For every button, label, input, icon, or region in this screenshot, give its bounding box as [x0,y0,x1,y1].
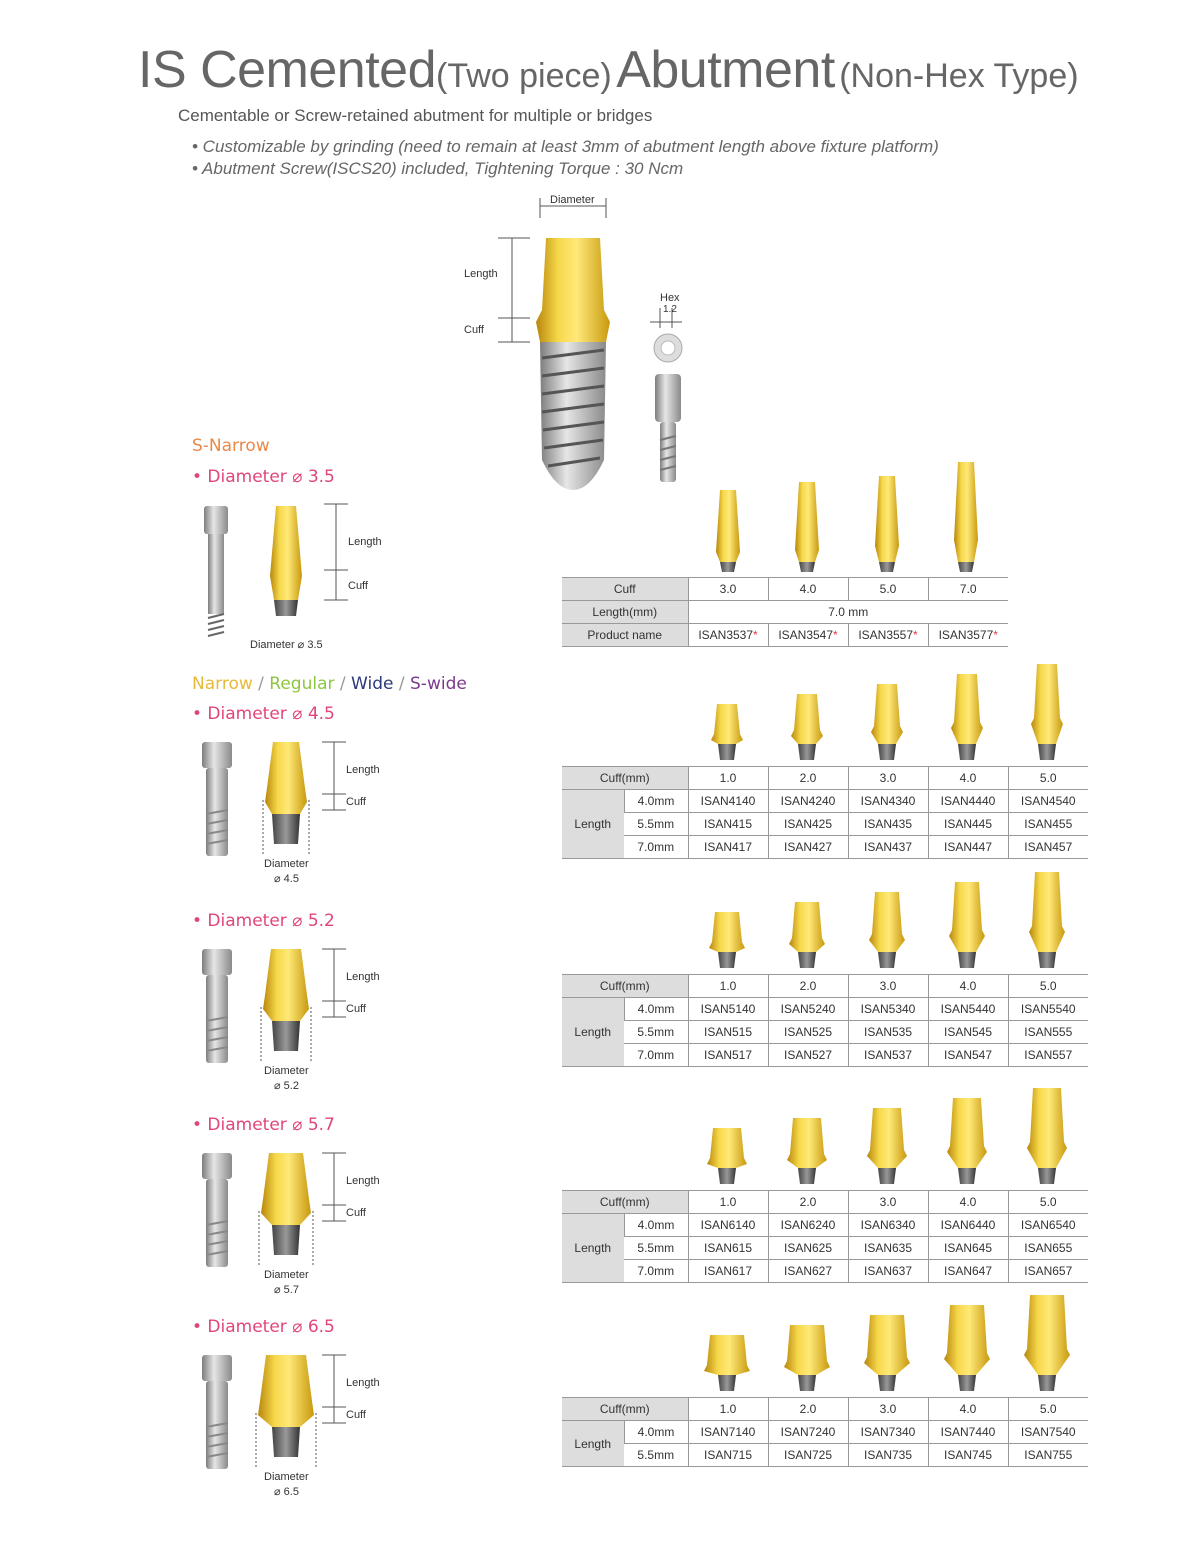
cuff-value: 5.0 [848,578,928,601]
product-code: ISAN647 [928,1260,1008,1283]
product-image-isan3537 [716,490,740,572]
product-code: ISAN7440 [928,1421,1008,1444]
product-table [562,974,1088,1067]
table-row [562,813,1088,836]
product-image [871,684,903,760]
diameter-heading-3-5: • Diameter ⌀ 3.5 [192,467,335,487]
product-code: ISAN7140 [688,1421,768,1444]
cuff-value: 4.0 [928,1191,1008,1214]
product-image [709,912,745,968]
table-row [562,790,1088,813]
product-code: ISAN625 [768,1237,848,1260]
product-code: ISAN3537 [698,628,754,642]
s-narrow-products-row [690,460,1010,575]
length-value: 4.0mm [624,1214,688,1237]
table-row [562,836,1088,859]
cuff-value: 5.0 [1008,1398,1088,1421]
product-code: ISAN4440 [928,790,1008,813]
table-row [562,1191,1088,1214]
product-image [864,1315,910,1391]
product-image [1031,664,1063,760]
product-code: ISAN557 [1008,1044,1088,1067]
product-code: ISAN5440 [928,998,1008,1021]
product-image [947,1098,987,1184]
length-cuff-dimension [498,238,530,342]
section-products-row [688,658,1088,768]
group-wide: Wide [351,674,394,694]
product-code: ISAN455 [1008,813,1088,836]
section-diameter-label: Diameter [264,1471,309,1483]
main-abutment-diagram [460,190,720,500]
cuff-value: 4.0 [928,1398,1008,1421]
product-image [704,1335,750,1391]
separator: / [334,674,352,694]
product-image [1027,1088,1067,1184]
product-code: ISAN3557 [858,628,914,642]
product-code: ISAN427 [768,836,848,859]
section-diameter-label: Diameter [264,1269,309,1281]
product-code: ISAN7540 [1008,1421,1088,1444]
product-code: ISAN457 [1008,836,1088,859]
diameter-heading: • Diameter ⌀ 5.2 [192,911,335,931]
product-code: ISAN425 [768,813,848,836]
product-code: ISAN715 [688,1444,768,1467]
product-code: ISAN645 [928,1237,1008,1260]
product-code: ISAN535 [848,1021,928,1044]
product-code: ISAN6340 [848,1214,928,1237]
product-code: ISAN735 [848,1444,928,1467]
asterisk-mark: * [833,628,838,642]
product-image [711,704,743,760]
cuff-header: Cuff(mm) [562,975,688,998]
table-row [562,1237,1088,1260]
table-row [562,1398,1088,1421]
product-image-isan3577 [954,462,978,572]
length-value: 4.0mm [624,1421,688,1444]
product-code: ISAN517 [688,1044,768,1067]
cuff-value: 4.0 [928,975,1008,998]
asterisk-mark: * [913,628,918,642]
product-code: ISAN415 [688,813,768,836]
group-narrow: Narrow [192,674,253,694]
section-diameter-value: ⌀ 5.7 [274,1284,299,1296]
product-code: ISAN615 [688,1237,768,1260]
diagram-hex-value: 1.2 [663,304,677,315]
product-image-isan3557 [875,476,899,572]
length-value: 5.5mm [624,813,688,836]
product-image [869,892,905,968]
product-image [951,674,983,760]
s-narrow-table [562,577,1008,647]
table-row [562,578,1008,601]
product-image [1029,872,1065,968]
s-narrow-illustration [198,500,358,650]
length-header: Length [562,790,624,859]
product-cell [848,624,928,647]
asterisk-mark: * [753,628,758,642]
section-cuff-label: Cuff [346,1207,366,1219]
product-code: ISAN7340 [848,1421,928,1444]
table-row [562,1444,1088,1467]
main-fixture [540,342,606,490]
length-header: Length [562,998,624,1067]
title-part-4: (Non-Hex Type) [839,57,1079,95]
cuff-value: 5.0 [1008,1191,1088,1214]
cuff-value: 4.0 [768,578,848,601]
main-abutment-gold [536,238,610,342]
product-code: ISAN515 [688,1021,768,1044]
product-code: ISAN447 [928,836,1008,859]
diameter-heading: • Diameter ⌀ 5.7 [192,1115,335,1135]
cuff-header: Cuff [562,578,688,601]
product-code: ISAN545 [928,1021,1008,1044]
bullet-grinding: • Customizable by grinding (need to remain at least 3mm of abutment length above fixture platform) [192,137,939,156]
page-subtitle: Cementable or Screw-retained abutment for multiple or bridges [178,106,653,125]
length-value: 7.0mm [624,1260,688,1283]
title-part-1: IS Cemented [138,41,436,99]
product-code: ISAN445 [928,813,1008,836]
cuff-value: 3.0 [848,1398,928,1421]
section-diameter-value: ⌀ 4.5 [274,873,299,885]
diagram-diameter-label: Diameter [550,194,595,206]
section-diameter-label: Diameter [264,858,309,870]
length-value: 5.5mm [624,1444,688,1467]
section-products-row [688,866,1088,976]
table-row [562,624,1008,647]
product-code: ISAN627 [768,1260,848,1283]
product-code: ISAN745 [928,1444,1008,1467]
product-image [791,694,823,760]
title-part-3: Abutment [616,41,835,99]
cuff-value: 2.0 [768,1191,848,1214]
section-length-label: Length [346,971,380,983]
separator: / [252,674,270,694]
product-code: ISAN5340 [848,998,928,1021]
cuff-value: 3.0 [848,767,928,790]
diagram-hex-label: Hex [660,292,680,304]
section-length-label: Length [346,764,380,776]
abutment-screw [655,374,681,422]
product-code: ISAN637 [848,1260,928,1283]
cuff-value: 5.0 [1008,767,1088,790]
table-row [562,601,1008,624]
cuff-header: Cuff(mm) [562,1191,688,1214]
table-row [562,767,1088,790]
product-code: ISAN537 [848,1044,928,1067]
section-products-row [688,1082,1088,1192]
length-header: Length(mm) [562,601,688,624]
s-narrow-diameter-label: Diameter ⌀ 3.5 [250,639,323,651]
group-label-line [192,674,467,694]
page-title [138,40,1079,100]
section-diameter-value: ⌀ 6.5 [274,1486,299,1498]
s-narrow-length-label: Length [348,536,382,548]
cuff-value: 1.0 [688,767,768,790]
cuff-value: 2.0 [768,975,848,998]
product-code: ISAN525 [768,1021,848,1044]
length-value: 4.0mm [624,998,688,1021]
product-name-header: Product name [562,624,688,647]
product-code: ISAN547 [928,1044,1008,1067]
table-row [562,1260,1088,1283]
product-code: ISAN7240 [768,1421,848,1444]
product-code: ISAN6240 [768,1214,848,1237]
cuff-value: 3.0 [848,975,928,998]
product-image [789,902,825,968]
section-products-row [688,1289,1088,1399]
group-s-wide: S-wide [410,674,467,694]
table-row [562,1021,1088,1044]
diameter-heading: • Diameter ⌀ 6.5 [192,1317,335,1337]
length-value: 7.0mm [624,836,688,859]
product-cell [688,624,768,647]
group-s-narrow: S-Narrow [192,436,270,456]
product-code: ISAN5540 [1008,998,1088,1021]
product-image [784,1325,830,1391]
cuff-value: 5.0 [1008,975,1088,998]
cuff-value: 7.0 [928,578,1008,601]
s-narrow-cuff-label: Cuff [348,580,368,592]
table-row [562,1421,1088,1444]
product-table [562,1397,1088,1467]
product-image [707,1128,747,1184]
product-code: ISAN5240 [768,998,848,1021]
product-cell [928,624,1008,647]
section-cuff-label: Cuff [346,796,366,808]
section-cuff-label: Cuff [346,1003,366,1015]
section-diameter-value: ⌀ 5.2 [274,1080,299,1092]
product-image [1024,1295,1070,1391]
product-table [562,1190,1088,1283]
table-row [562,975,1088,998]
product-code: ISAN635 [848,1237,928,1260]
product-code: ISAN4240 [768,790,848,813]
cuff-value: 2.0 [768,1398,848,1421]
cuff-value: 2.0 [768,767,848,790]
section-diameter-label: Diameter [264,1065,309,1077]
product-code: ISAN655 [1008,1237,1088,1260]
product-image [867,1108,907,1184]
table-row [562,1044,1088,1067]
product-image [949,882,985,968]
length-value: 7.0 mm [688,601,1008,624]
product-image [787,1118,827,1184]
product-code: ISAN617 [688,1260,768,1283]
product-code: ISAN725 [768,1444,848,1467]
section-length-label: Length [346,1175,380,1187]
table-row [562,998,1088,1021]
asterisk-mark: * [993,628,998,642]
diagram-length-label: Length [464,268,498,280]
product-cell [768,624,848,647]
product-code: ISAN435 [848,813,928,836]
product-code: ISAN3547 [778,628,834,642]
diagram-cuff-label: Cuff [464,324,484,336]
product-image-isan3547 [795,482,819,572]
length-value: 5.5mm [624,1237,688,1260]
product-code: ISAN3577 [938,628,994,642]
cuff-value: 3.0 [848,1191,928,1214]
group-regular: Regular [269,674,335,694]
cuff-value: 1.0 [688,1398,768,1421]
cuff-header: Cuff(mm) [562,1398,688,1421]
diameter-heading: • Diameter ⌀ 4.5 [192,704,335,724]
product-code: ISAN5140 [688,998,768,1021]
section-length-label: Length [346,1377,380,1389]
product-code: ISAN437 [848,836,928,859]
product-code: ISAN555 [1008,1021,1088,1044]
feature-bullets [192,136,939,180]
product-code: ISAN417 [688,836,768,859]
section-cuff-label: Cuff [346,1409,366,1421]
product-code: ISAN6140 [688,1214,768,1237]
table-row [562,1214,1088,1237]
bullet-screw: • Abutment Screw(ISCS20) included, Tightening Torque : 30 Ncm [192,159,684,178]
cuff-header: Cuff(mm) [562,767,688,790]
product-code: ISAN4340 [848,790,928,813]
length-value: 4.0mm [624,790,688,813]
cuff-value: 3.0 [688,578,768,601]
product-table [562,766,1088,859]
length-header: Length [562,1214,624,1283]
cuff-value: 1.0 [688,1191,768,1214]
product-code: ISAN4140 [688,790,768,813]
length-value: 7.0mm [624,1044,688,1067]
product-image [944,1305,990,1391]
title-part-2: (Two piece) [436,57,612,95]
product-code: ISAN4540 [1008,790,1088,813]
product-code: ISAN755 [1008,1444,1088,1467]
cuff-value: 1.0 [688,975,768,998]
length-header: Length [562,1421,624,1467]
product-code: ISAN6440 [928,1214,1008,1237]
separator: / [393,674,411,694]
cuff-value: 4.0 [928,767,1008,790]
product-code: ISAN657 [1008,1260,1088,1283]
product-code: ISAN6540 [1008,1214,1088,1237]
length-value: 5.5mm [624,1021,688,1044]
product-code: ISAN527 [768,1044,848,1067]
